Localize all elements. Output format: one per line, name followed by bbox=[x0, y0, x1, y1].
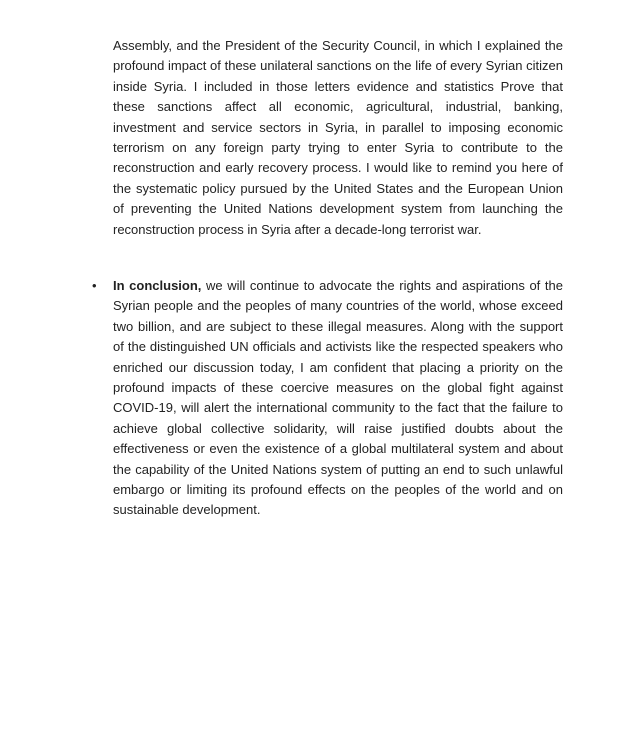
bullet-paragraph-conclusion bbox=[113, 276, 563, 521]
bullet-body-text: we will continue to advocate the rights and aspirations of the Syrian people and the peoples of many countries of the world, whose exceed two billion, and are subject to these illegal measures. Along with the support of the distinguished UN officials and activists like the respected speakers who enriched our discussion today, I am confident that placing a priority on the profound impacts of these coercive measures on the global fight against COVID-19, will alert the international community to the fact that the failure to achieve global collective solidarity, will raise justified doubts about the effectiveness or even the existence of a global multilateral system and about the capability of the United Nations system of putting an end to such unlawful embargo or limiting its profound effects on the peoples of the world and on sustainable development. bbox=[113, 278, 563, 518]
paragraph-continuation: Assembly, and the President of the Security Council, in which I explained the profound impact of these unilateral sanctions on the life of every Syrian citizen inside Syria. I included in those letters evidence and statistics Prove that these sanctions affect all economic, agricultural, industrial, banking, investment and service sectors in Syria, in parallel to imposing economic terrorism on any foreign party trying to enter Syria to contribute to the reconstruction and early recovery process. I would like to remind you here of the systematic policy pursued by the United States and the European Union of preventing the United Nations development system from launching the reconstruction process in Syria after a decade-long terrorist war. bbox=[113, 38, 563, 237]
bullet-marker: • bbox=[92, 278, 97, 293]
bullet-lead-text: In conclusion, bbox=[113, 278, 202, 293]
